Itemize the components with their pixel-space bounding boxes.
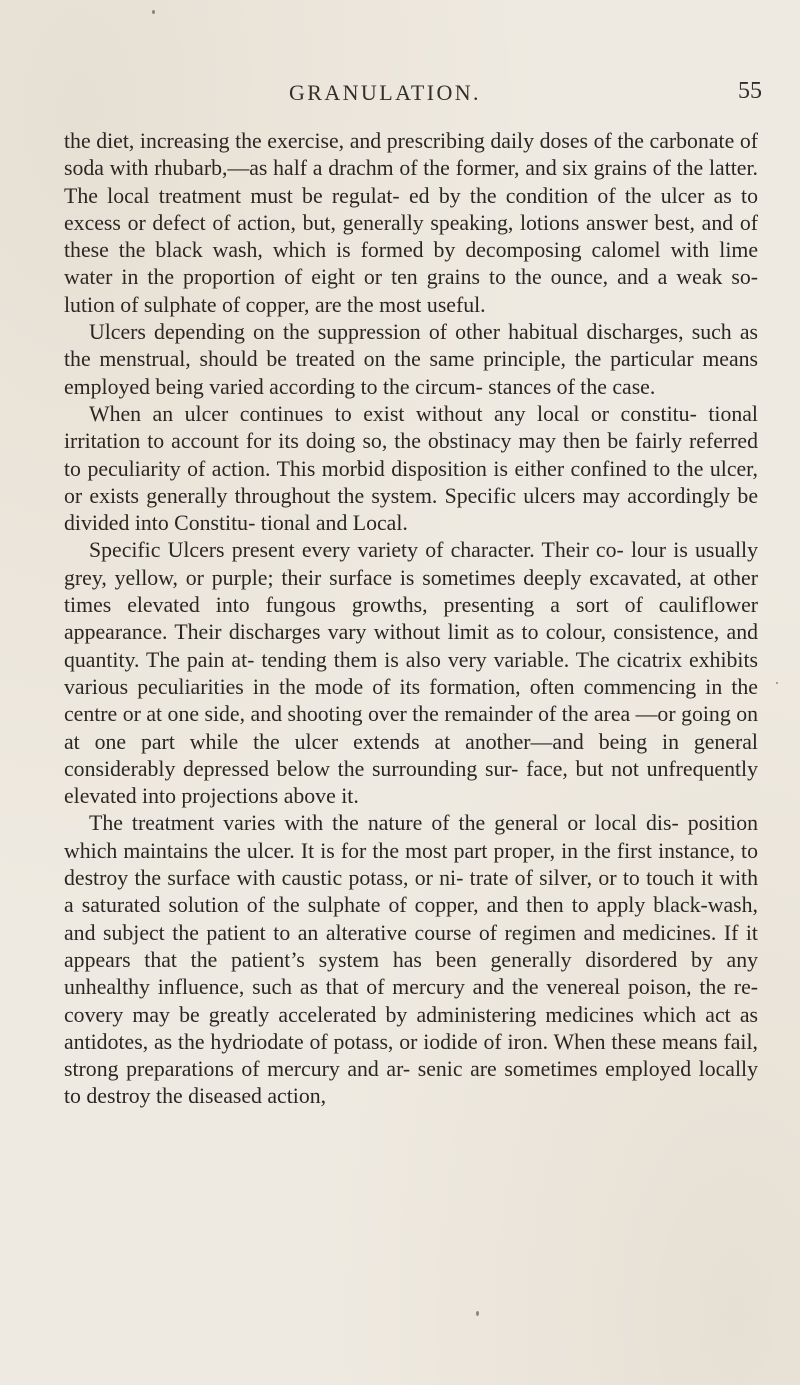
paragraph-1: the diet, increasing the exercise, and prescribing daily doses of the carbonate of soda with rhubarb,—as half a drachm of the former, and six grains of the latter. The local treatment must be regulat- ed by the condition of the ulcer as to excess or defect of action, but, generally speaking, lotions answer best, and of these the black wash, which is formed by decomposing calomel with lime water in the proportion of eight or ten grains to the ounce, and a weak so- lution of sulphate of copper, are the most useful.: [64, 129, 758, 317]
running-head-title: GRANULATION.: [289, 80, 481, 105]
text-body: [64, 128, 758, 1111]
paper-speck: [776, 682, 778, 684]
paragraph-4: Specific Ulcers present every variety of character. Their co- lour is usually grey, yellow, or purple; their surface is sometimes deeply excavated, at other times elevated into fungous growths, presenting a sort of cauliflower appearance. Their discharges vary without limit as to colour, consistence, and quantity. The pain at- tending them is also very variable. The cicatrix exhibits various peculiarities in the mode of its formation, often commencing in the centre or at one side, and shooting over the remainder of the area —or going on at one part while the ulcer extends at another—and being in general considerably depressed below the surrounding sur- face, but not unfrequently elevated into projections above it.: [64, 538, 758, 809]
paragraph-3: When an ulcer continues to exist without any local or constitu- tional irritation to account for its doing so, the obstinacy may then be fairly referred to peculiarity of action. This morbid disposition is either confined to the ulcer, or exists generally throughout the system. Specific ulcers may accordingly be divided into Constitu- tional and Local.: [64, 401, 758, 536]
paper-speck: [476, 1311, 479, 1316]
paragraph-2: Ulcers depending on the suppression of other habitual discharges, such as the menstrual, should be treated on the same principle, the particular means employed being varied according to the circum- stances of the case.: [64, 320, 758, 399]
paragraph-5: The treatment varies with the nature of the general or local dis- position which maintains the ulcer. It is for the most part proper, in the first instance, to destroy the surface with caustic potass, or ni- trate of silver, or to touch it with a saturated solution of the sulphate of copper, and then to apply black-wash, and subject the patient to an alterative course of regimen and medicines. If it appears that the patient’s system has been generally disordered by any unhealthy influence, such as that of mercury and the venereal poison, the re- covery may be greatly accelerated by administering medicines which act as antidotes, as the hydriodate of potass, or iodide of iron. When these means fail, strong preparations of mercury and ar- senic are sometimes employed locally to destroy the diseased action,: [64, 811, 758, 1109]
paper-speck: [152, 10, 155, 14]
page-number: 55: [738, 78, 762, 104]
running-head: [0, 80, 800, 110]
